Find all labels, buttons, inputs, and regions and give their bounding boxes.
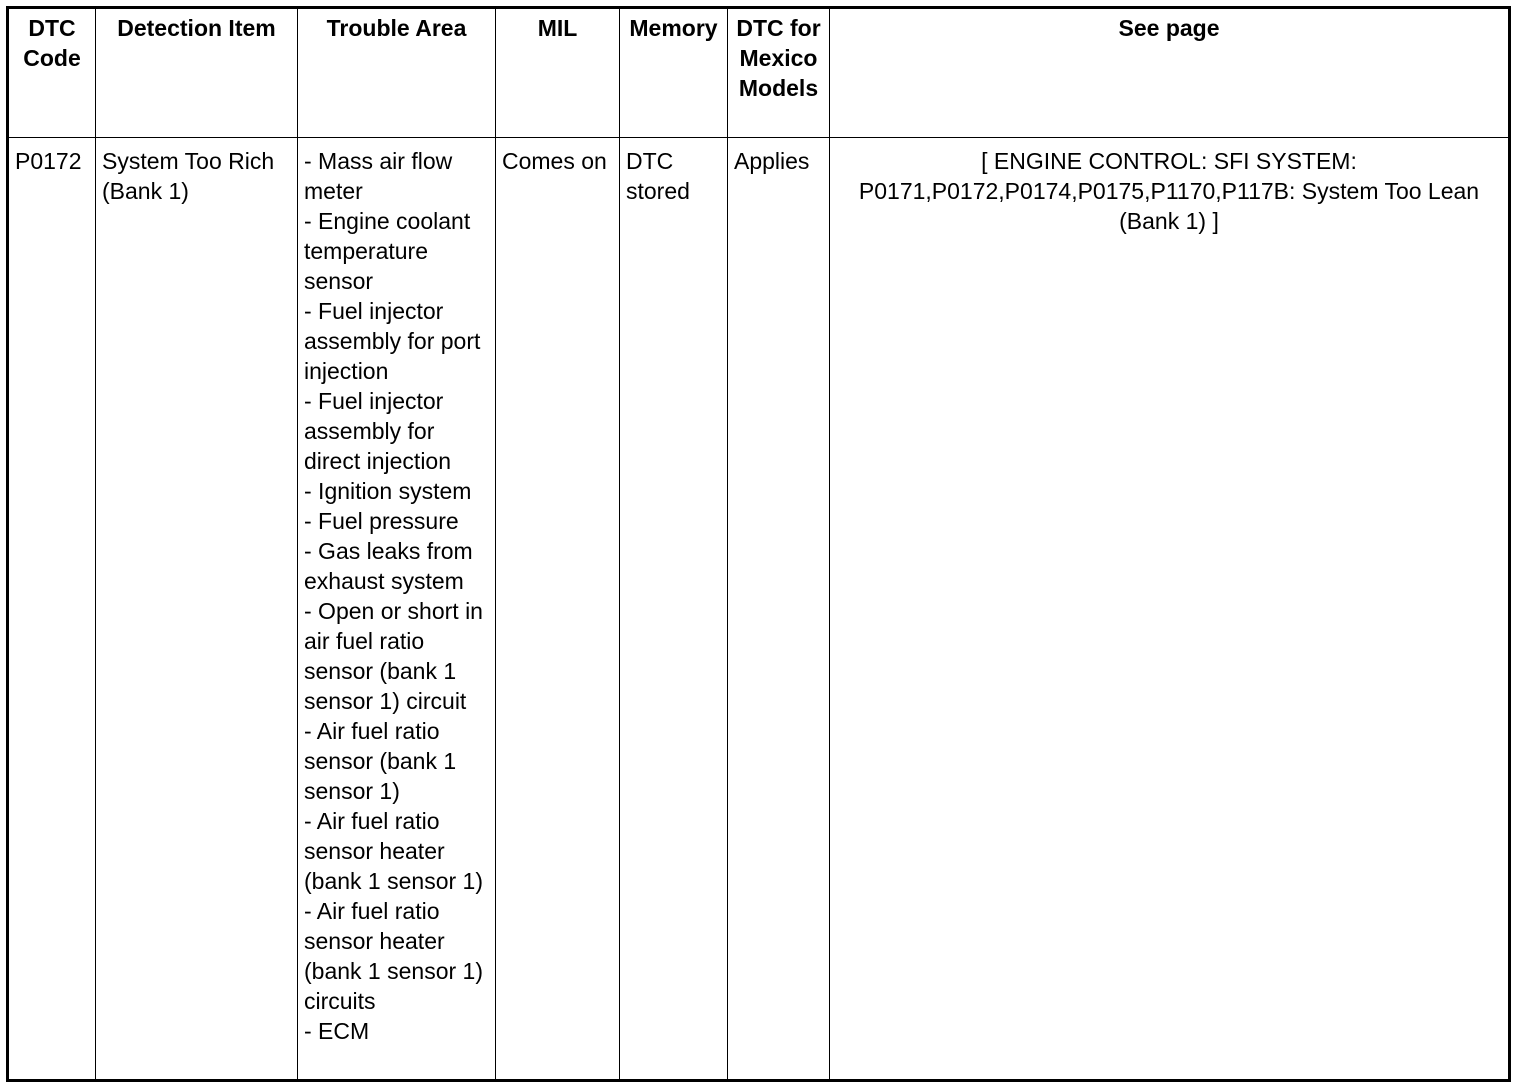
cell-trouble-area bbox=[298, 138, 496, 1081]
table-row bbox=[8, 138, 1510, 1081]
header-see-page: See page bbox=[830, 8, 1510, 138]
trouble-area-item: - Air fuel ratio sensor heater (bank 1 sensor 1) circuits bbox=[304, 898, 483, 1014]
trouble-area-item: - Fuel pressure bbox=[304, 508, 459, 534]
cell-dtc-mexico: Applies bbox=[728, 138, 830, 1081]
header-memory: Memory bbox=[620, 8, 728, 138]
dtc-table bbox=[6, 6, 1511, 1082]
see-page-link[interactable]: [ ENGINE CONTROL: SFI SYSTEM: P0171,P0172,P0174,P0175,P1170,P117B: System Too Lean (Bank 1) ] bbox=[858, 148, 1480, 234]
table-header-row bbox=[8, 8, 1510, 138]
trouble-area-item: - Gas leaks from exhaust system bbox=[304, 538, 473, 594]
trouble-area-item: - Air fuel ratio sensor (bank 1 sensor 1) bbox=[304, 718, 457, 804]
header-dtc-code: DTC Code bbox=[8, 8, 96, 138]
trouble-area-item: - Air fuel ratio sensor heater (bank 1 sensor 1) bbox=[304, 808, 483, 894]
trouble-area-item: - Open or short in air fuel ratio sensor (bank 1 sensor 1) circuit bbox=[304, 598, 483, 714]
header-dtc-mexico: DTC for Mexico Models bbox=[728, 8, 830, 138]
trouble-area-item: - Fuel injector assembly for direct injection bbox=[304, 388, 452, 474]
header-detection-item: Detection Item bbox=[96, 8, 298, 138]
cell-memory: DTC stored bbox=[620, 138, 728, 1081]
header-mil: MIL bbox=[496, 8, 620, 138]
trouble-area-item: - Mass air flow meter bbox=[304, 148, 453, 204]
trouble-area-item: - ECM bbox=[304, 1018, 370, 1044]
trouble-area-item: - Fuel injector assembly for port injection bbox=[304, 298, 481, 384]
trouble-area-item: - Engine coolant temperature sensor bbox=[304, 208, 471, 294]
cell-see-page bbox=[830, 138, 1510, 1081]
cell-dtc-code: P0172 bbox=[8, 138, 96, 1081]
cell-mil: Comes on bbox=[496, 138, 620, 1081]
header-trouble-area: Trouble Area bbox=[298, 8, 496, 138]
cell-detection-item: System Too Rich (Bank 1) bbox=[96, 138, 298, 1081]
trouble-area-item: - Ignition system bbox=[304, 478, 472, 504]
